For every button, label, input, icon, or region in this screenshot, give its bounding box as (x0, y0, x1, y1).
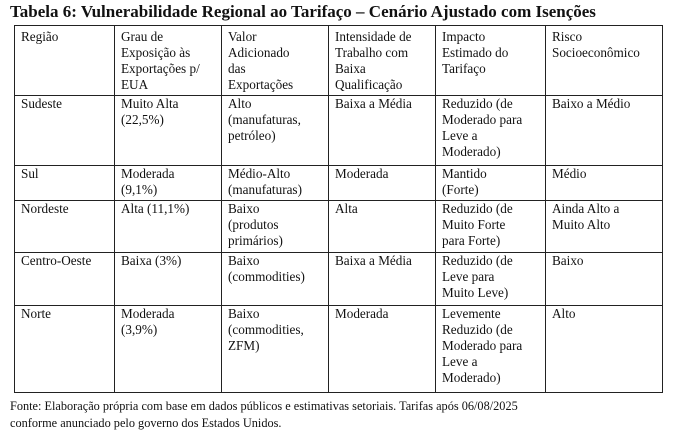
vulnerability-table (14, 25, 663, 393)
cell-line: (commodities, (228, 322, 304, 337)
cell-line: Mantido (442, 166, 487, 181)
cell-line: Baixa a Média (335, 96, 412, 111)
cell-line: Reduzido (de (442, 253, 513, 268)
table-cell (222, 201, 329, 253)
cell-line: Reduzido (de (442, 322, 513, 337)
cell-line: Muito Leve) (442, 285, 509, 300)
cell-line: Alta (11,1%) (121, 201, 190, 216)
footnote (10, 398, 518, 432)
cell-line: Alta (335, 201, 358, 216)
cell-line: petróleo) (228, 128, 276, 143)
footnote-line: Fonte: Elaboração própria com base em dados públicos e estimativas setoriais. Tarifas após 06/08/2025 (10, 399, 518, 413)
header-line: Intensidade de (335, 29, 412, 44)
table-cell (329, 306, 436, 393)
cell-line: Centro-Oeste (21, 253, 92, 268)
table-cell (115, 201, 222, 253)
header-line: Socioeconômico (552, 45, 640, 60)
cell-line: Alto (228, 96, 252, 111)
table-cell (436, 306, 546, 393)
header-line: Valor (228, 29, 257, 44)
table-cell (546, 201, 663, 253)
header-line: Risco (552, 29, 583, 44)
cell-line: para Forte) (442, 233, 501, 248)
cell-line: Médio-Alto (228, 166, 291, 181)
cell-line: Baixo (228, 306, 260, 321)
table-cell (329, 201, 436, 253)
table-cell (222, 253, 329, 306)
cell-line: (commodities) (228, 269, 305, 284)
cell-line: Moderada (335, 166, 389, 181)
header-line: Estimado do (442, 45, 509, 60)
cell-line: Baixo (228, 253, 260, 268)
header-line: Exportações p/ (121, 61, 200, 76)
table-cell (222, 96, 329, 166)
table-cell (546, 306, 663, 393)
cell-line: Muito Forte (442, 217, 506, 232)
cell-line: Leve a (442, 354, 478, 369)
cell-line: Ainda Alto a (552, 201, 620, 216)
table-cell (436, 96, 546, 166)
header-cell (15, 26, 115, 96)
header-cell (436, 26, 546, 96)
cell-line: Muito Alto (552, 217, 611, 232)
table-cell (115, 253, 222, 306)
cell-line: Leve para (442, 269, 495, 284)
cell-line: Moderada (121, 306, 175, 321)
header-line: Exportações (228, 77, 294, 92)
cell-line: Baixo a Médio (552, 96, 631, 111)
header-line: Adicionado (228, 45, 290, 60)
table-cell (115, 166, 222, 201)
table-cell (546, 166, 663, 201)
header-line: Baixa (335, 61, 366, 76)
cell-line: Baixa a Média (335, 253, 412, 268)
cell-line: Sudeste (21, 96, 63, 111)
table-cell (222, 166, 329, 201)
header-line: Região (21, 29, 59, 44)
table-cell (15, 96, 115, 166)
cell-line: Médio (552, 166, 587, 181)
cell-line: Baixa (3%) (121, 253, 182, 268)
table-row (15, 253, 663, 306)
table-cell (329, 96, 436, 166)
table-row (15, 166, 663, 201)
cell-line: Baixo (552, 253, 584, 268)
cell-line: Baixo (228, 201, 260, 216)
table-cell (329, 166, 436, 201)
header-line: Tarifaço (442, 61, 486, 76)
cell-line: Levemente (442, 306, 501, 321)
header-line: Grau de (121, 29, 164, 44)
cell-line: Moderada (335, 306, 389, 321)
cell-line: Alto (552, 306, 576, 321)
cell-line: Moderado) (442, 144, 501, 159)
cell-line: Norte (21, 306, 52, 321)
table-cell (436, 201, 546, 253)
cell-line: (manufaturas, (228, 112, 301, 127)
cell-line: Moderado) (442, 370, 501, 385)
table-row (15, 96, 663, 166)
header-line: Qualificação (335, 77, 403, 92)
cell-line: (manufaturas) (228, 182, 302, 197)
cell-line: (produtos (228, 217, 279, 232)
cell-line: Leve a (442, 128, 478, 143)
table-cell (15, 253, 115, 306)
cell-line: Sul (21, 166, 39, 181)
cell-line: Moderado para (442, 112, 523, 127)
header-cell (546, 26, 663, 96)
cell-line: Reduzido (de (442, 201, 513, 216)
table-title: Tabela 6: Vulnerabilidade Regional ao Tarifaço – Cenário Ajustado com Isenções (10, 2, 596, 21)
table-cell (436, 253, 546, 306)
table-cell (15, 166, 115, 201)
cell-line: (9,1%) (121, 182, 158, 197)
table-cell (436, 166, 546, 201)
header-line: Exposição às (121, 45, 191, 60)
cell-line: (Forte) (442, 182, 479, 197)
header-line: das (228, 61, 246, 76)
cell-line: Moderada (121, 166, 175, 181)
table-cell (222, 306, 329, 393)
cell-line: primários) (228, 233, 283, 248)
table-cell (115, 306, 222, 393)
header-cell (115, 26, 222, 96)
table-row (15, 306, 663, 393)
table-cell (329, 253, 436, 306)
header-line: EUA (121, 77, 149, 92)
header-line: Trabalho com (335, 45, 409, 60)
header-line: Impacto (442, 29, 486, 44)
cell-line: Nordeste (21, 201, 69, 216)
table-cell (115, 96, 222, 166)
cell-line: ZFM) (228, 338, 260, 353)
header-row (15, 26, 663, 96)
footnote-line: conforme anunciado pelo governo dos Estados Unidos. (10, 416, 282, 430)
cell-line: (22,5%) (121, 112, 164, 127)
cell-line: Reduzido (de (442, 96, 513, 111)
table-cell (546, 96, 663, 166)
header-cell (329, 26, 436, 96)
table-cell (546, 253, 663, 306)
cell-line: Moderado para (442, 338, 523, 353)
table-cell (15, 306, 115, 393)
cell-line: Muito Alta (121, 96, 179, 111)
table-row (15, 201, 663, 253)
cell-line: (3,9%) (121, 322, 158, 337)
header-cell (222, 26, 329, 96)
table-cell (15, 201, 115, 253)
